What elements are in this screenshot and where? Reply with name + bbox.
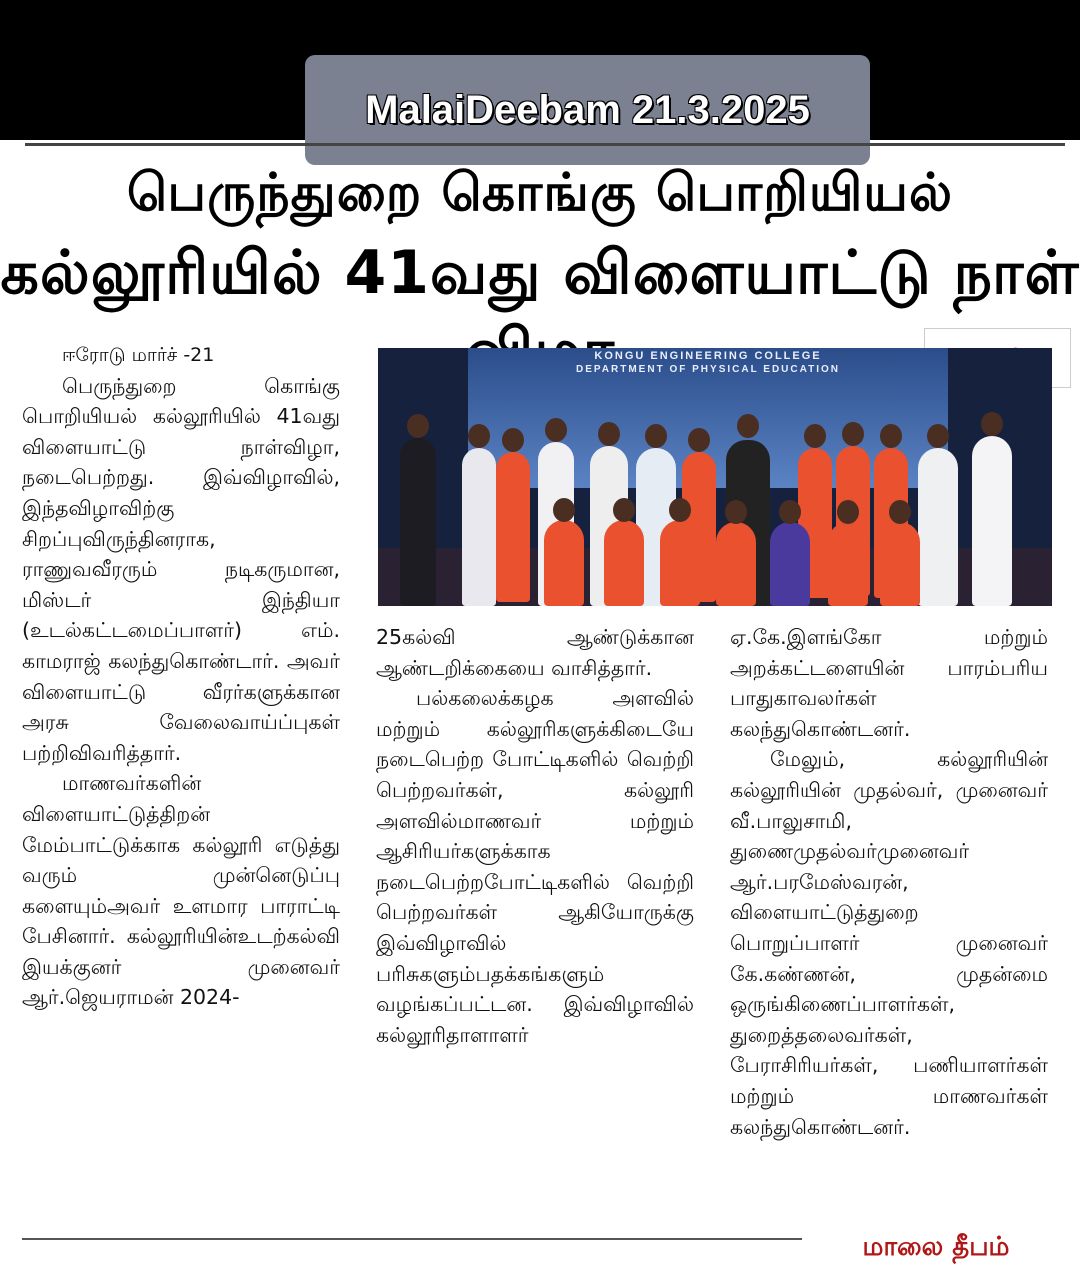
person-head bbox=[804, 424, 826, 448]
article-paragraph: பல்கலைக்கழக அளவில் மற்றும் கல்லூரிகளுக்கிடையே நடைபெற்ற போட்டிகளில் வெற்றி பெற்றவர்கள், கல்லூரி அளவில்மாணவர் மற்றும் ஆசிரியர்களுக்காக நடைபெற்றபோட்டிகளில் வெற்றி பெற்றவர்கள் ஆகியோருக்கு இவ்விழாவில் பரிசுகளும்பதக்கங்களும் வழங்கப்பட்டன. இவ்விழாவில் கல்லூரிதாளாளர் bbox=[376, 686, 694, 1047]
article-paragraph: மேலும், கல்லூரியின் கல்லூரியின் முதல்வர், முனைவர் வீ.பாலுசாமி, துணைமுதல்வர்முனைவர் ஆர்.பரமேஸ்வரன், விளையாட்டுத்துறை பொறுப்பாளர் முனைவர் கே.கண்ணன், முதன்மை ஒருங்கிணைப்பாளர்கள், துறைத்தலைவர்கள், பேராசிரியர்கள், பணியாளர்கள் மற்றும் மாணவர்கள் கலந்துகொண்டனர். bbox=[730, 747, 1048, 1139]
newspaper-logo-large bbox=[805, 1220, 1067, 1276]
person-head bbox=[545, 418, 567, 442]
bottom-rule bbox=[22, 1238, 802, 1240]
person-figure bbox=[918, 448, 958, 606]
person-head bbox=[725, 500, 747, 524]
headline-line-1: பெருந்துறை கொங்கு பொறியியல் bbox=[126, 163, 954, 223]
person-head bbox=[688, 428, 710, 452]
person-figure bbox=[544, 520, 584, 606]
person-head bbox=[613, 498, 635, 522]
article-paragraph: 25கல்வி ஆண்டுக்கான ஆண்டறிக்கையை வாசித்தார். bbox=[376, 625, 694, 680]
article-column-3 bbox=[730, 622, 1048, 1142]
article-dateline: ஈரோடு மார்ச் -21 bbox=[62, 344, 215, 366]
person-figure bbox=[462, 448, 496, 606]
person-figure bbox=[496, 452, 530, 602]
person-figure bbox=[972, 436, 1012, 606]
person-figure bbox=[828, 522, 868, 606]
headline-line-2: கல்லூரியில் 41வது விளையாட்டு நாள் bbox=[0, 238, 1080, 308]
person-figure bbox=[716, 522, 756, 606]
person-head bbox=[880, 424, 902, 448]
banner-line-2: DEPARTMENT OF PHYSICAL EDUCATION bbox=[575, 364, 840, 375]
person-figure bbox=[604, 520, 644, 606]
person-head bbox=[927, 424, 949, 448]
article-column-2 bbox=[376, 622, 694, 1050]
person-head bbox=[779, 500, 801, 524]
person-head bbox=[842, 422, 864, 446]
article-column-1 bbox=[22, 340, 340, 1013]
article-paragraph: மாணவர்களின் விளையாட்டுத்திறன் மேம்பாட்டுக்காக கல்லூரி எடுத்து வரும் முன்னெடுப்பு களையும்அவர் உளமார பாராட்டி பேசினார். கல்லூரியின்உடற்கல்வி இயக்குனர் முனைவர் ஆர்.ஜெயராமன் 2024- bbox=[22, 771, 340, 1010]
person-head bbox=[502, 428, 524, 452]
person-figure bbox=[880, 522, 920, 606]
person-figure bbox=[660, 520, 700, 606]
person-head bbox=[468, 424, 490, 448]
date-badge bbox=[305, 55, 870, 165]
event-photo bbox=[378, 348, 1052, 606]
person-head bbox=[598, 422, 620, 446]
person-head bbox=[837, 500, 859, 524]
article-paragraph: பெருந்துறை கொங்கு பொறியியல் கல்லூரியில் 41வது விளையாட்டு நாள்விழா, நடைபெற்றது. இவ்விழாவில், இந்தவிழாவிற்கு சிறப்புவிருந்தினராக, ராணுவவீரரும் நடிகருமான, மிஸ்டர் இந்தியா (உடல்கட்டமைப்பாளர்) எம். காமராஜ் கலந்துகொண்டார். அவர் விளையாட்டு வீரர்களுக்கான அரசு வேலைவாய்ப்புகள் பற்றிவிவரித்தார். bbox=[22, 373, 340, 765]
logo-text: மாலை தீபம் bbox=[862, 1231, 1010, 1262]
person-head bbox=[645, 424, 667, 448]
top-rule bbox=[25, 143, 1065, 146]
person-head bbox=[889, 500, 911, 524]
article-paragraph: ஏ.கே.இளங்கோ மற்றும் அறக்கட்டளையின் பாரம்பரிய பாதுகாவலர்கள் கலந்துகொண்டனர். bbox=[730, 625, 1048, 741]
person-figure bbox=[770, 522, 810, 606]
person-head bbox=[737, 414, 759, 438]
person-head bbox=[669, 498, 691, 522]
person-head bbox=[553, 498, 575, 522]
banner-line-1: KONGU ENGINEERING COLLEGE bbox=[594, 350, 822, 362]
person-head bbox=[981, 412, 1003, 436]
person-head bbox=[407, 414, 429, 438]
date-badge-text: MalaiDeebam 21.3.2025 bbox=[365, 87, 810, 132]
person-figure bbox=[400, 438, 436, 606]
